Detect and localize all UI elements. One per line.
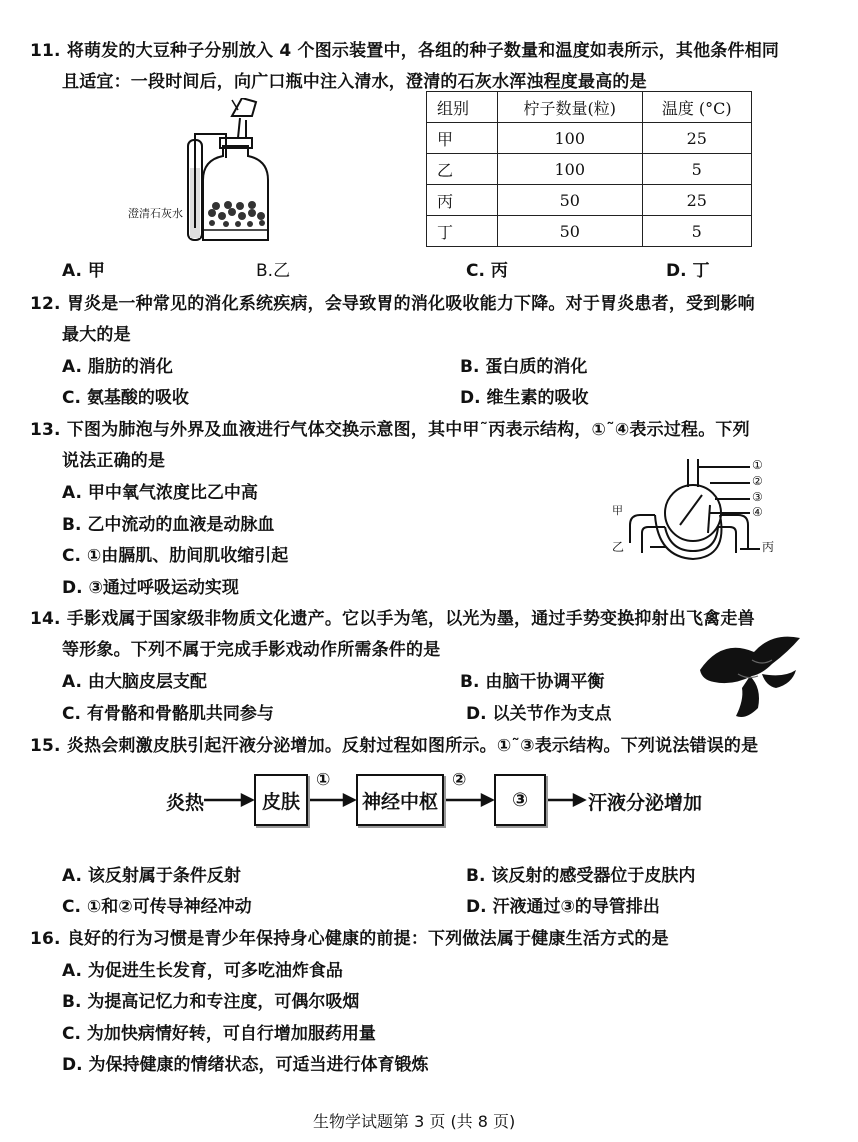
table-cell: 乙 xyxy=(427,154,498,185)
q12-stem-line2: 最大的是 xyxy=(62,325,131,345)
q13-label-yi: 乙 xyxy=(612,540,625,554)
flow-box-skin: 皮肤 xyxy=(254,774,308,826)
q12-option-d[interactable]: D. 维生素的吸收 xyxy=(460,388,589,408)
table-cell: 丙 xyxy=(427,185,498,216)
q14-option-a[interactable]: A. 由大脑皮层支配 xyxy=(62,672,207,692)
table-cell: 甲 xyxy=(427,123,498,154)
table-cell: 100 xyxy=(498,154,643,185)
table-header-row xyxy=(427,92,752,123)
q11-stem-line1: 11. 将萌发的大豆种子分别放入 4 个图示装置中，各组的种子数量和温度如表所示，其他条件相同 xyxy=(30,41,780,61)
q15-option-a[interactable]: A. 该反射属于条件反射 xyxy=(62,866,241,886)
table-cell: 5 xyxy=(642,154,751,185)
q13-option-b[interactable]: B. 乙中流动的血液是动脉血 xyxy=(62,515,275,535)
page-footer: 生物学试题第 3 页 (共 8 页) xyxy=(313,1112,516,1131)
q16-option-d[interactable]: D. 为保持健康的情绪状态，可适当进行体育锻炼 xyxy=(62,1055,429,1075)
table-cell: 丁 xyxy=(427,216,498,247)
table-cell: 50 xyxy=(498,216,643,247)
table-cell: 50 xyxy=(498,185,643,216)
q13-option-d[interactable]: D. ③通过呼吸运动实现 xyxy=(62,578,239,598)
q15-option-b[interactable]: B. 该反射的感受器位于皮肤内 xyxy=(466,866,696,886)
flow-arrow1-label: ① xyxy=(316,770,331,790)
q12-option-a[interactable]: A. 脂肪的消化 xyxy=(62,357,173,377)
q13-label-bing: 丙 xyxy=(762,540,775,554)
q13-label-1: ① xyxy=(752,458,763,472)
table-cell: 5 xyxy=(642,216,751,247)
q14-option-b[interactable]: B. 由脑干协调平衡 xyxy=(460,672,605,692)
q13-option-c[interactable]: C. ①由膈肌、肋间肌收缩引起 xyxy=(62,546,289,566)
q15-stem-line1: 15. 炎热会刺激皮肤引起汗液分泌增加。反射过程如图所示。①˜③表示结构。下列说法错误的是 xyxy=(30,736,759,756)
q14-stem-line1: 14. 手影戏属于国家级非物质文化遗产。它以手为笔，以光为墨，通过手势变换抑射出飞禽走兽 xyxy=(30,609,755,629)
q14-hand-shadow-figure xyxy=(692,630,822,722)
table-header: 温度 (°C) xyxy=(642,92,751,123)
q12-option-b[interactable]: B. 蛋白质的消化 xyxy=(460,357,588,377)
q16-option-c[interactable]: C. 为加快病情好转，可自行增加服药用量 xyxy=(62,1024,376,1044)
q13-label-2: ② xyxy=(752,474,763,488)
q14-stem-line2: 等形象。下列不属于完成手影戏动作所需条件的是 xyxy=(62,640,441,660)
q11-data-table xyxy=(426,91,752,247)
table-row xyxy=(427,123,752,154)
flow-box-nerve-center: 神经中枢 xyxy=(356,774,444,826)
q14-option-d[interactable]: D. 以关节作为支点 xyxy=(466,704,612,724)
flow-box-effector: ③ xyxy=(494,774,546,826)
flow-end-label: 汗液分泌增加 xyxy=(588,792,703,814)
q16-option-b[interactable]: B. 为提高记忆力和专注度，可偶尔吸烟 xyxy=(62,992,360,1012)
table-cell: 25 xyxy=(642,185,751,216)
q11-limewater-label: 澄清石灰水 xyxy=(128,207,183,220)
q12-option-c[interactable]: C. 氨基酸的吸收 xyxy=(62,388,189,408)
q13-option-a[interactable]: A. 甲中氧气浓度比乙中高 xyxy=(62,483,258,503)
q13-label-jia: 甲 xyxy=(612,504,623,517)
q13-alveolus-figure xyxy=(610,455,830,575)
q16-option-a[interactable]: A. 为促进生长发育，可多吃油炸食品 xyxy=(62,961,343,981)
q11-option-a[interactable]: A. 甲 xyxy=(62,261,105,281)
table-header: 柠子数量(粒) xyxy=(498,92,643,123)
q14-option-c[interactable]: C. 有骨骼和骨骼肌共同参与 xyxy=(62,704,274,724)
q15-option-d[interactable]: D. 汗液通过③的导管排出 xyxy=(466,897,660,917)
table-cell: 25 xyxy=(642,123,751,154)
q11-option-b[interactable]: B.乙 xyxy=(256,261,291,281)
q11-option-c[interactable]: C. 丙 xyxy=(466,261,508,281)
q15-option-c[interactable]: C. ①和②可传导神经冲动 xyxy=(62,897,252,917)
q12-stem-line1: 12. 胃炎是一种常见的消化系统疾病，会导致胃的消化吸收能力下降。对于胃炎患者，受到影响 xyxy=(30,294,755,314)
table-header: 组别 xyxy=(427,92,498,123)
q11-stem-line2: 且适宜：一段时间后，向广口瓶中注入清水，澄清的石灰水浑浊程度最高的是 xyxy=(62,72,647,92)
table-cell: 100 xyxy=(498,123,643,154)
flow-start-label: 炎热 xyxy=(166,792,205,814)
q13-label-4: ④ xyxy=(752,505,763,519)
q13-label-3: ③ xyxy=(752,490,763,504)
flow-arrow2-label: ② xyxy=(452,770,467,790)
q16-stem-line1: 16. 良好的行为习惯是青少年保持身心健康的前提：下列做法属于健康生活方式的是 xyxy=(30,929,669,949)
q13-stem-line2: 说法正确的是 xyxy=(62,451,166,471)
q13-stem-line1: 13. 下图为肺泡与外界及血液进行气体交换示意图，其中甲˜丙表示结构，①˜④表示过程。下列 xyxy=(30,420,750,440)
q11-apparatus-figure xyxy=(128,98,288,248)
table-row xyxy=(427,185,752,216)
q15-reflex-flow xyxy=(166,758,726,832)
q11-option-d[interactable]: D. 丁 xyxy=(666,261,710,281)
table-row xyxy=(427,154,752,185)
table-row xyxy=(427,216,752,247)
